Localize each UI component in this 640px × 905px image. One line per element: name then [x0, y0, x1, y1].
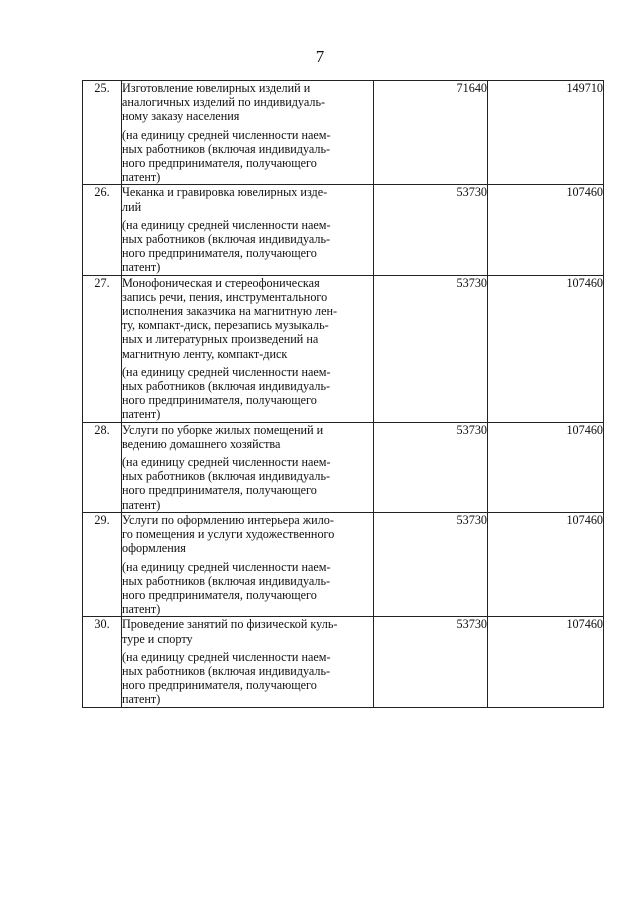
service-note-line: патент)	[122, 497, 161, 512]
service-note	[122, 365, 373, 422]
row-number: 27.	[83, 275, 122, 422]
table-row	[83, 512, 604, 616]
service-note-line: ного предпринимателя, получающего	[122, 678, 317, 693]
value-column-2: 107460	[488, 512, 604, 616]
service-title	[122, 423, 373, 451]
row-number: 29.	[83, 512, 122, 616]
value-column-1: 71640	[374, 81, 488, 185]
table-row	[83, 617, 604, 707]
service-title-line: магнитную ленту, компакт-диск	[122, 346, 288, 361]
service-note-line: (на единицу средней численности наем-	[122, 455, 331, 470]
service-title	[122, 513, 373, 556]
service-note-line: (на единицу средней численности наем-	[122, 649, 331, 664]
service-description	[122, 275, 374, 422]
service-description	[122, 185, 374, 275]
value-column-2: 107460	[488, 617, 604, 707]
value-column-1: 53730	[374, 422, 488, 512]
service-title-line: Изготовление ювелирных изделий и	[122, 81, 311, 95]
service-note-line: патент)	[122, 260, 161, 275]
service-title	[122, 81, 373, 124]
value-column-2: 107460	[488, 185, 604, 275]
service-title	[122, 276, 373, 361]
service-title-line: Монофоническая и стереофоническая	[122, 275, 320, 290]
service-title-line: ных и литературных произведений на	[122, 332, 319, 347]
service-note-line: ных работников (включая индивидуаль-	[122, 469, 331, 484]
service-note	[122, 650, 373, 707]
service-title-line: лий	[122, 199, 142, 214]
service-title-line: Услуги по уборке жилых помещений и	[122, 422, 324, 437]
table-row	[83, 185, 604, 275]
service-note-line: патент)	[122, 692, 161, 707]
service-note-line: ного предпринимателя, получающего	[122, 156, 317, 171]
value-column-2: 107460	[488, 275, 604, 422]
service-note-line: ных работников (включая индивидуаль-	[122, 379, 331, 394]
table-body	[83, 81, 604, 708]
service-note-line: ного предпринимателя, получающего	[122, 587, 317, 602]
service-note-line: (на единицу средней численности наем-	[122, 364, 331, 379]
service-title-line: ту, компакт-диск, перезапись музыкаль-	[122, 318, 329, 333]
service-note-line: ных работников (включая индивидуаль-	[122, 573, 331, 588]
value-column-1: 53730	[374, 275, 488, 422]
service-note-line: ных работников (включая индивидуаль-	[122, 232, 331, 247]
row-number: 30.	[83, 617, 122, 707]
value-column-2: 149710	[488, 81, 604, 185]
service-note	[122, 128, 373, 185]
service-title	[122, 617, 373, 645]
service-title-line: запись речи, пения, инструментального	[122, 289, 328, 304]
value-column-1: 53730	[374, 512, 488, 616]
service-note-line: патент)	[122, 170, 161, 185]
service-note-line: (на единицу средней численности наем-	[122, 559, 331, 574]
service-title-line: Проведение занятий по физической куль-	[122, 617, 338, 632]
page-number: 7	[315, 47, 325, 66]
service-description	[122, 512, 374, 616]
service-note	[122, 560, 373, 617]
value-column-1: 53730	[374, 617, 488, 707]
service-title-line: Услуги по оформлению интерьера жило-	[122, 512, 334, 527]
service-note-line: патент)	[122, 602, 161, 617]
service-note-line: ных работников (включая индивидуаль-	[122, 141, 331, 156]
service-description	[122, 81, 374, 185]
service-note-line: (на единицу средней численности наем-	[122, 127, 331, 142]
service-title-line: аналогичных изделий по индивидуаль-	[122, 95, 326, 110]
service-note-line: ных работников (включая индивидуаль-	[122, 663, 331, 678]
service-note-line: патент)	[122, 407, 161, 422]
value-column-1: 53730	[374, 185, 488, 275]
service-description	[122, 617, 374, 707]
row-number: 28.	[83, 422, 122, 512]
service-note-line: ного предпринимателя, получающего	[122, 246, 317, 261]
table-row	[83, 422, 604, 512]
service-title-line: Чеканка и гравировка ювелирных изде-	[122, 185, 328, 200]
service-title-line: туре и спорту	[122, 631, 193, 646]
service-title-line: исполнения заказчика на магнитную лен-	[122, 304, 338, 319]
service-note-line: (на единицу средней численности наем-	[122, 217, 331, 232]
patent-rates-table	[82, 80, 604, 708]
service-note-line: ного предпринимателя, получающего	[122, 483, 317, 498]
row-number: 26.	[83, 185, 122, 275]
service-title-line: ведению домашнего хозяйства	[122, 436, 281, 451]
table-row	[83, 81, 604, 185]
table-row	[83, 275, 604, 422]
service-note-line: ного предпринимателя, получающего	[122, 393, 317, 408]
service-title-line: ному заказу населения	[122, 109, 240, 124]
service-note	[122, 455, 373, 512]
row-number: 25.	[83, 81, 122, 185]
service-note	[122, 218, 373, 275]
service-description	[122, 422, 374, 512]
service-title-line: го помещения и услуги художественного	[122, 527, 335, 542]
value-column-2: 107460	[488, 422, 604, 512]
service-title-line: оформления	[122, 541, 186, 556]
service-title	[122, 185, 373, 213]
